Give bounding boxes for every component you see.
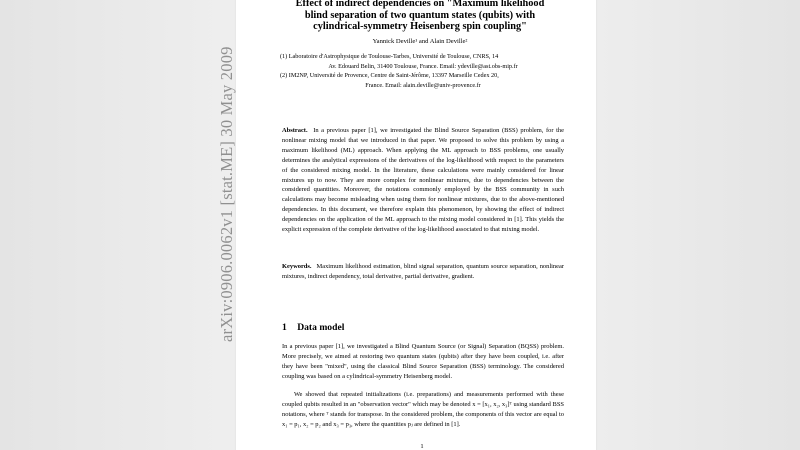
abstract-text: In a previous paper [1], we investigated the Blind Source Separation (BSS) problem, for the nonlinear mixing model that we introduced in that paper. We proposed to solve this problem by using a maximum likelihood (ML) approach. When applying the ML approach to BSS problems, one usually determines the analytical expressions of the derivatives of the log-likelihood with respect to the parameters of the considered mixing model. In the literature, these calculations were mainly considered for linear mixtures up to now. They are more complex for nonlinear mixtures, due to dependencies between the considered quantities. Moreover, the notations commonly employed by the BSS community in such calculations may become misleading when using them for nonlinear mixtures, due to the above-mentioned dependencies. In this document, we therefore explain this phenomenon, by showing the effect of indirect dependencies on the application of the ML approach to the mixing model considered in [1]. This yields the explicit expression of the complete derivative of the log-likelihood associated to that mixing model. — [282, 127, 565, 234]
paper-authors: Yannick Deville¹ and Alain Deville² — [372, 38, 468, 45]
affiliation-line: (1) Laboratoire d'Astrophysique de Toulouse-Tarbes, Université de Toulouse, CNRS, 14 — [280, 53, 499, 60]
title-line: blind separation of two quantum states (qubits) with — [304, 9, 536, 21]
keywords — [282, 262, 564, 282]
section-title-text: Data model — [297, 322, 345, 333]
affiliation-line: (2) IM2NP, Université de Provence, Centre de Saint-Jérôme, 13397 Marseille Cedex 20, — [280, 72, 499, 79]
keywords-text: Maximum likelihood estimation, blind signal separation, quantum source separation, nonlinear mixtures, indirect dependency, total derivative, partial derivative, gradient. — [282, 263, 565, 280]
affiliation-2 — [280, 71, 566, 90]
paper-title — [278, 0, 562, 33]
page-number: 1 — [420, 443, 424, 450]
section-heading — [282, 322, 344, 333]
affiliation-line: France. Email: alain.deville@univ-provence.fr — [365, 81, 481, 89]
title-line: Effect of indirect dependencies on "Maximum likelihood — [295, 0, 545, 9]
affiliation-line: Av. Edouard Belin, 31400 Toulouse, France. Email: ydeville@ast.obs-mip.fr — [328, 62, 518, 70]
arxiv-identifier-stamp: arXiv:0906.0062v1 [stat.ME] 30 May 2009 — [217, 46, 236, 342]
title-line: cylindrical-symmetry Heisenberg spin coupling" — [313, 21, 527, 33]
body-paragraph: We showed that repeated initializations (i.e. preparations) and measurements performed with these coupled qubits resulted in an "observation vector" which may be denoted x = [x₁, x₂, x₃]ᵀ using standard BSS notations, where ᵀ stands for transpose. In the considered problem, the components of this vector are equal to x₁ = p₁, x₂ = p₂ and x₃ = p₃, where the quantities pⱼ are defined in [1]. — [282, 391, 564, 428]
abstract-label: Abstract. — [282, 127, 308, 134]
affiliation-1 — [280, 52, 566, 71]
abstract — [282, 126, 564, 235]
keywords-label: Keywords. — [282, 263, 312, 270]
body-paragraph: In a previous paper [1], we investigated a Blind Quantum Source (or Signal) Separation (BQSS) problem. More precisely, we aimed at restoring two quantum states (qubits) after they have been coupled, i.e. after they have been "mixed", using the classical Blind Source Separation (BSS) terminology. The considered coupling was based on a cylindrical-symmetry Heisenberg model. — [282, 343, 564, 380]
section-number: 1 — [282, 322, 287, 333]
